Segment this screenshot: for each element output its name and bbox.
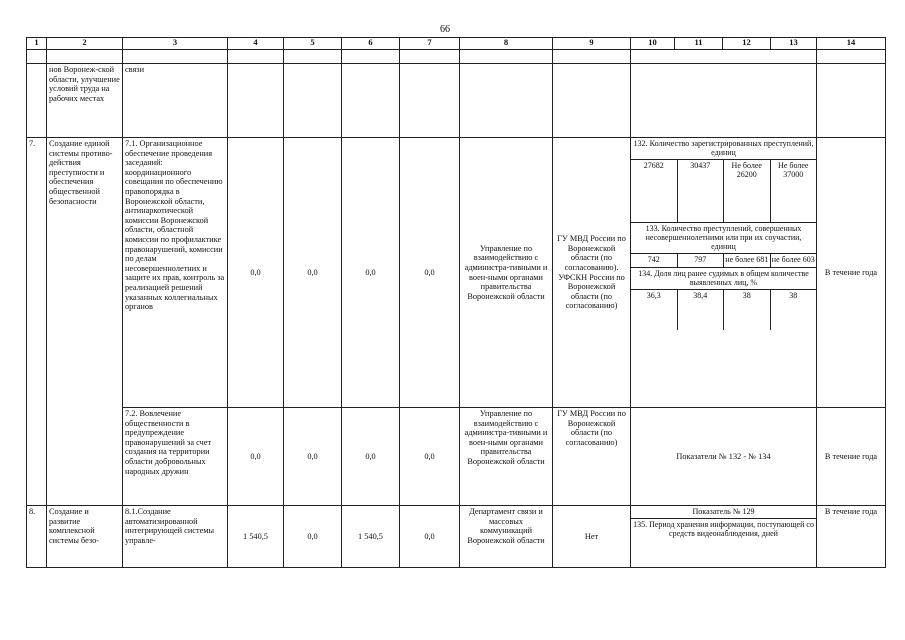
program-measures-table: [26, 37, 886, 568]
responsible-executor: Управление по взаимодействию с администра-тивными и воен-ными органами правительства Воронежской области: [460, 408, 553, 506]
carryover-goal: нов Воронеж-ской области, улучшение условий труда на рабочих местах: [47, 64, 123, 138]
col-header: 2: [47, 38, 123, 50]
value-cell: 0,0: [400, 408, 460, 506]
indicator-values: [631, 289, 816, 330]
row-number: 8.: [27, 506, 47, 568]
indicator-value: Не более 37000: [770, 160, 817, 222]
col-header: 1: [27, 38, 47, 50]
value-cell: 0,0: [400, 506, 460, 568]
measure-text: 7.1. Организационное обеспечение проведения заседаний: координационного совещания по обеспечению правопорядка в Воронежской области, антинаркотической комиссии Воронежской области, областной комиссии по профилактике правонарушений, комиссии по делам несовершеннолетних и защите их прав, контроль за реализацией решений указанных коллегиальных органов: [123, 138, 228, 408]
value-cell: 0,0: [284, 408, 342, 506]
indicator-value: 30437: [677, 160, 724, 222]
value-cell: 1 540,5: [342, 506, 400, 568]
value-cell: 0,0: [284, 506, 342, 568]
row-number: 7.: [27, 138, 47, 506]
col-header: 6: [342, 38, 400, 50]
indicator-value: 742: [647, 255, 660, 264]
carryover-row: [27, 64, 886, 138]
spacer-row: [27, 50, 886, 64]
value-cell: 0,0: [342, 138, 400, 408]
indicator-value: 38: [770, 290, 817, 330]
indicator-value: 797: [677, 254, 724, 267]
indicators-cell: [631, 138, 817, 408]
goal-text: Создание и развитие комплексной системы безо-: [47, 506, 123, 568]
indicator-value: не более 603: [770, 254, 817, 267]
col-header: 10: [631, 38, 675, 50]
value-cell: 0,0: [400, 138, 460, 408]
table-row: [27, 408, 886, 506]
indicator-value: 27682: [643, 161, 664, 170]
col-header: 3: [123, 38, 228, 50]
indicator-value: 38,4: [677, 290, 724, 330]
deadline: В течение года: [817, 408, 886, 506]
co-executor: Нет: [553, 506, 631, 568]
indicator-block: [631, 223, 816, 268]
indicators-cell: [631, 506, 817, 568]
indicator-title: 135. Период хранения информации, поступающей со средств видеонаблюдения, дней: [633, 520, 814, 538]
col-header: 13: [771, 38, 817, 50]
responsible-executor: Управление по взаимодействию с администра-тивными и воен-ными органами правительства Воронежской области: [460, 138, 553, 408]
indicator-value: 38: [723, 290, 770, 330]
indicator-title: 134. Доля лиц ранее судимых в общем количестве выявленных лиц, %: [638, 269, 809, 287]
indicator-reference: Показатель № 129: [631, 506, 816, 519]
value-cell: 0,0: [228, 408, 284, 506]
indicator-values: [631, 253, 816, 267]
col-header: 8: [460, 38, 553, 50]
measure-text: 8.1.Создание автоматизированной интегрирующей системы управле-: [123, 506, 228, 568]
indicator-block: [631, 268, 816, 330]
goal-text: Создание единой системы противо-действия преступности и обеспечения общественной безопасности: [47, 138, 123, 506]
column-number-row: [27, 38, 886, 50]
co-executor: ГУ МВД России по Воронежской области (по согласованию): [553, 408, 631, 506]
responsible-executor: Департамент связи и массовых коммуникаций Воронежской области: [460, 506, 553, 568]
indicator-values: [631, 159, 816, 222]
indicator-title: 132. Количество зарегистрированных преступлений, единиц: [633, 139, 814, 157]
carryover-measure: связи: [123, 64, 228, 138]
col-header: 11: [675, 38, 723, 50]
col-header: 14: [817, 38, 886, 50]
col-header: 4: [228, 38, 284, 50]
deadline: В течение года: [817, 138, 886, 408]
table-row: [27, 138, 886, 408]
measure-text: 7.2. Вовлечение общественности в предупреждение правонарушений за счет создания на территории области добровольных народных дружин: [123, 408, 228, 506]
indicator-value: Не более 26200: [723, 160, 770, 222]
indicator-block: [631, 138, 816, 223]
value-cell: 0,0: [228, 138, 284, 408]
indicator-value: 36,3: [646, 291, 661, 300]
col-header: 5: [284, 38, 342, 50]
value-cell: 1 540,5: [228, 506, 284, 568]
value-cell: 0,0: [342, 408, 400, 506]
indicator-value: не более 681: [723, 254, 770, 267]
co-executor: ГУ МВД России по Воронежской области (по согласованию). УФСКН России по Воронежской области (по согласованию): [553, 138, 631, 408]
indicator-title: 133. Количество преступлений, совершенных несовершеннолетними или при их соучастии, единиц: [645, 224, 802, 251]
col-header: 12: [723, 38, 771, 50]
page-number: 66: [440, 24, 450, 35]
indicators-reference: Показатели № 132 - № 134: [631, 408, 817, 506]
deadline: В течение года: [817, 506, 886, 568]
col-header: 7: [400, 38, 460, 50]
value-cell: 0,0: [284, 138, 342, 408]
col-header: 9: [553, 38, 631, 50]
table-row: [27, 506, 886, 568]
